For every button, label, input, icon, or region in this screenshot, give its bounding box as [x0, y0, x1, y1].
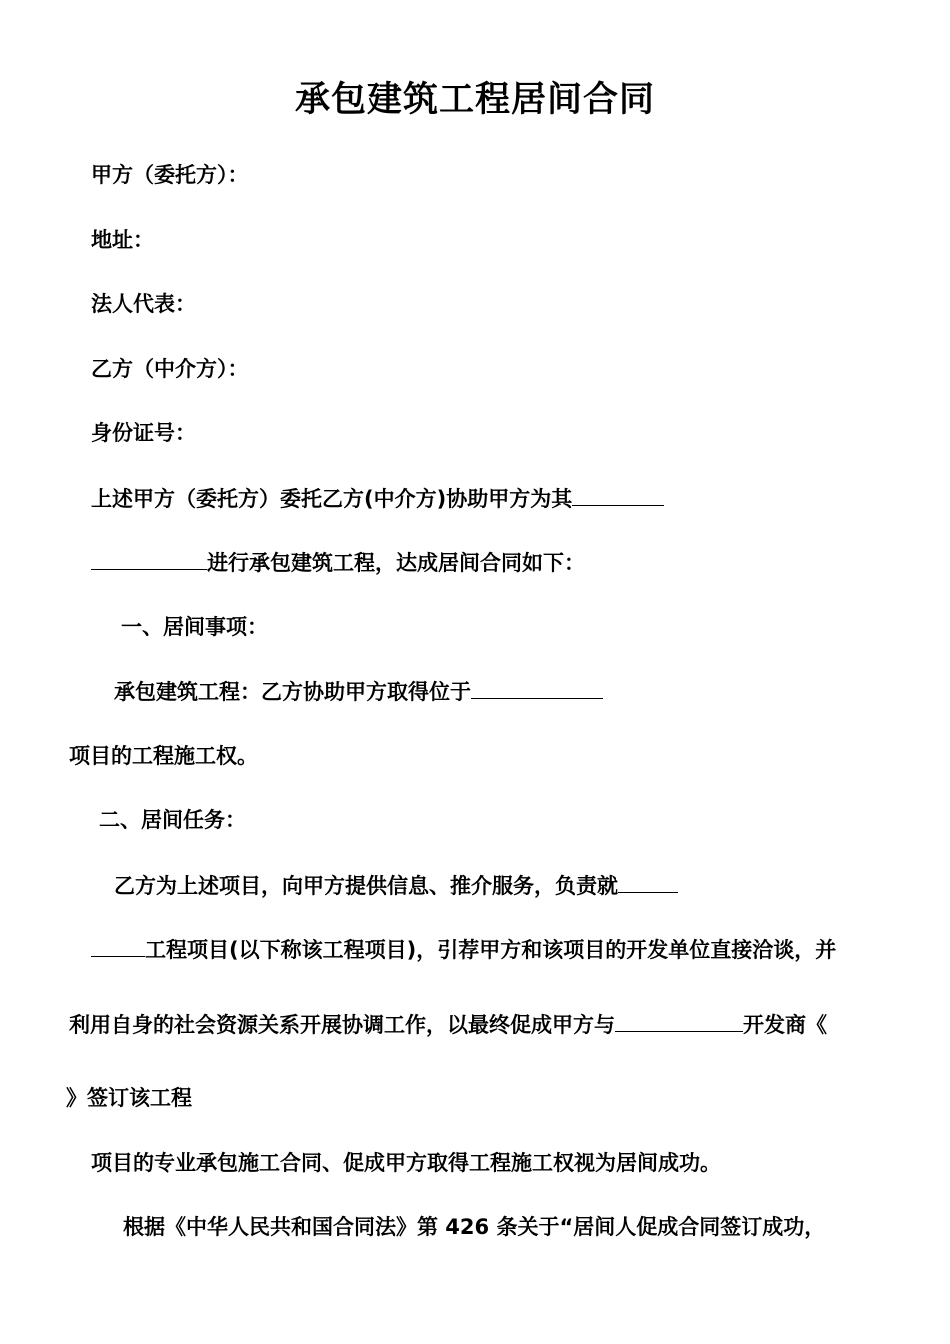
section-1-text-1: 承包建筑工程：乙方协助甲方取得位于	[114, 680, 471, 704]
section-2-text-3b: 开发商《	[743, 1013, 827, 1037]
section-1-heading: 一、居间事项：	[121, 615, 268, 639]
section-2-line-5: 项目的专业承包施工合同、促成甲方取得工程施工权视为居间成功。	[91, 1151, 721, 1175]
section-1-line-1	[114, 676, 603, 707]
document-title: 承包建筑工程居间合同	[294, 80, 655, 120]
intro-line-1	[91, 483, 664, 514]
intro-text-2: 进行承包建筑工程，达成居间合同如下：	[207, 551, 585, 575]
section-2-text-1: 乙方为上述项目，向甲方提供信息、推介服务，负责就	[114, 874, 618, 898]
legal-rep-label: 法人代表：	[91, 292, 196, 316]
intro-line-2	[91, 547, 585, 578]
blank-field	[615, 1009, 743, 1032]
party-b-label: 乙方（中介方）：	[91, 357, 249, 381]
id-number-label: 身份证号：	[91, 421, 196, 445]
section-2-line-2	[91, 934, 836, 965]
section-2-line-4: 》签订该工程	[66, 1086, 192, 1110]
blank-field	[91, 547, 207, 570]
section-2-line-1	[114, 870, 678, 901]
section-2-text-2: 工程项目(以下称该工程项目)，引荐甲方和该项目的开发单位直接洽谈，并	[145, 938, 837, 962]
section-2-heading: 二、居间任务：	[99, 808, 246, 832]
section-1-line-2: 项目的工程施工权。	[69, 744, 258, 768]
law-reference-line: 根据《中华人民共和国合同法》第 426 条关于“居间人促成合同签订成功，	[123, 1215, 826, 1239]
intro-text-1: 上述甲方（委托方）委托乙方(中介方)协助甲方为其	[91, 487, 573, 511]
address-label: 地址：	[91, 228, 154, 252]
blank-field	[618, 870, 678, 893]
blank-field	[471, 676, 603, 699]
blank-field	[91, 934, 145, 957]
party-a-label: 甲方（委托方）：	[91, 163, 249, 187]
section-2-text-3a: 利用自身的社会资源关系开展协调工作，以最终促成甲方与	[69, 1013, 615, 1037]
blank-field	[572, 483, 664, 506]
section-2-line-3	[69, 1009, 827, 1040]
